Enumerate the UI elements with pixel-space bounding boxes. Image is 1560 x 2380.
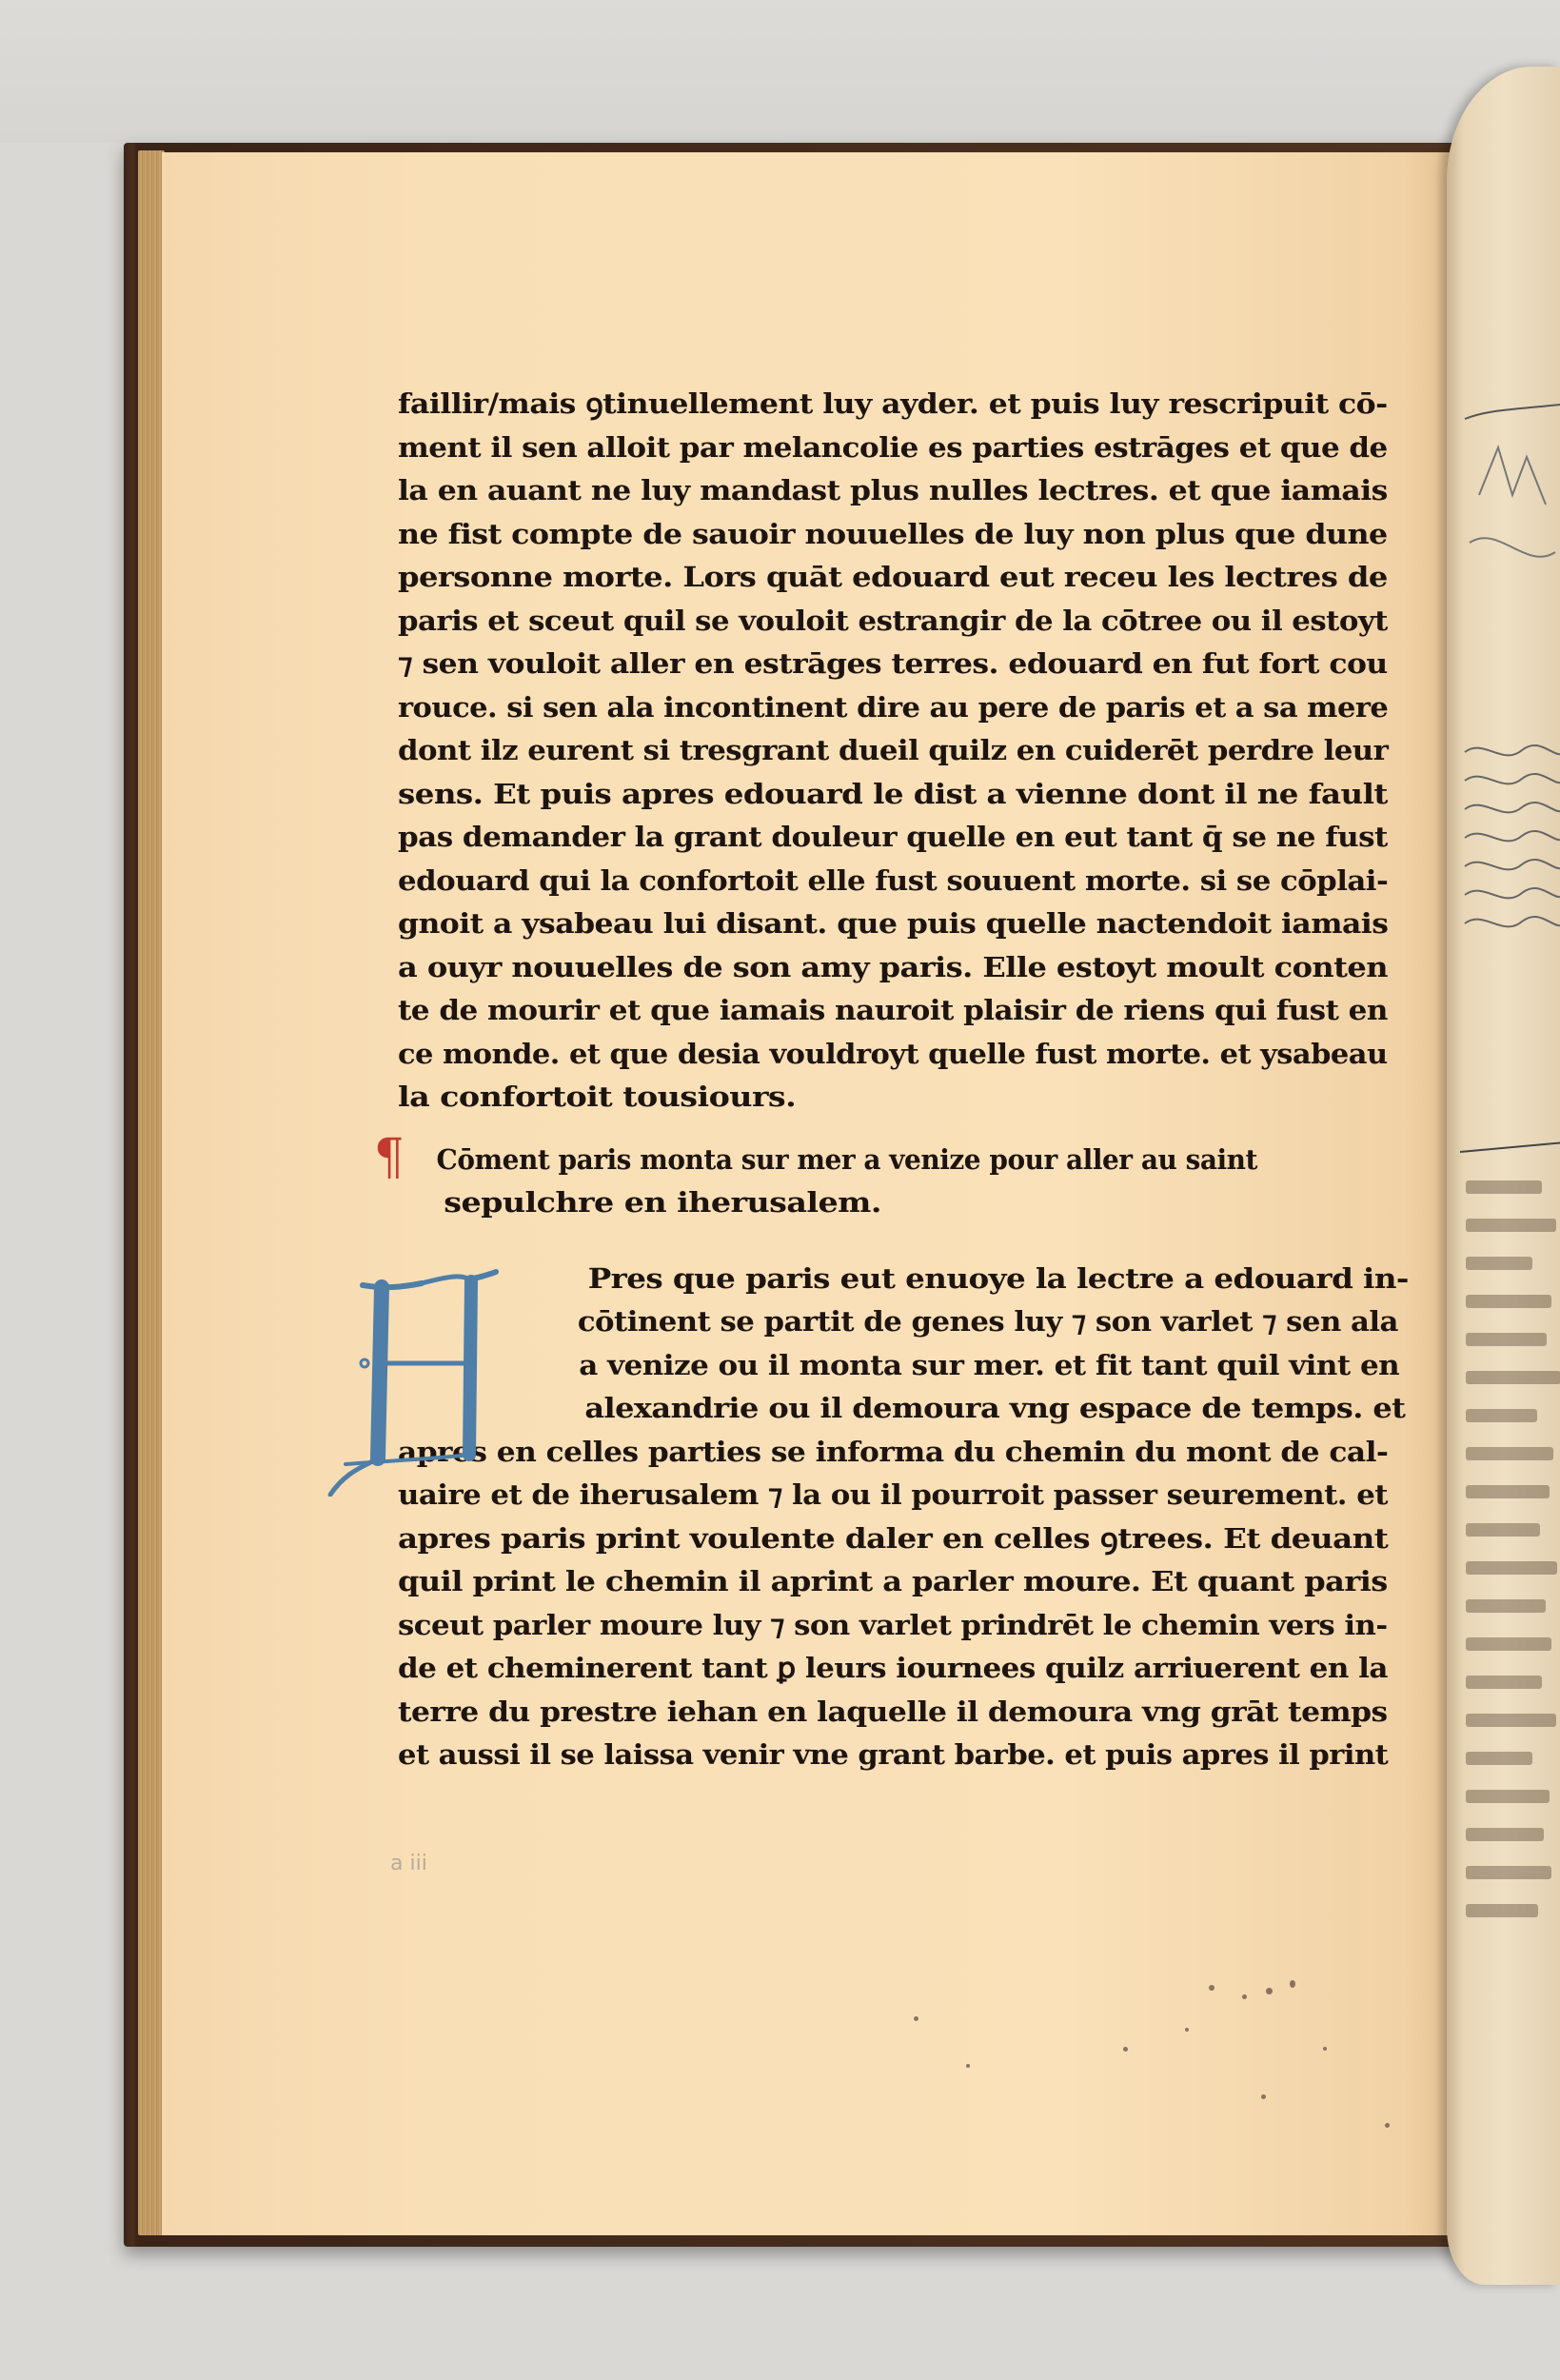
facing-text-line (1466, 1333, 1547, 1346)
foxing-spot (1209, 1985, 1214, 1991)
facing-text-line (1466, 1371, 1560, 1384)
facing-text-line (1466, 1828, 1544, 1841)
facing-text-line (1466, 1790, 1550, 1803)
text-line: alexandrie ou il demoura vng espace de temps. et (584, 1392, 1406, 1424)
text-line: ment il sen alloit par melancolie es parties estrāges et que de (398, 430, 1388, 464)
facing-text-line (1466, 1447, 1553, 1460)
facing-text-line (1466, 1485, 1550, 1498)
pilcrow-mark: ¶ (373, 1128, 405, 1186)
text-line: terre du prestre iehan en laquelle il demoura vng grāt temps (398, 1695, 1388, 1728)
text-line: Pres que paris eut enuoye la lectre a edouard in- (587, 1261, 1409, 1295)
foxing-spot (1290, 1980, 1295, 1988)
facing-text-line (1466, 1866, 1551, 1879)
facing-text-line (1466, 1714, 1556, 1727)
text-line: quil print le chemin il aprint a parler moure. Et quant paris (398, 1565, 1388, 1597)
text-line: pas demander la grant douleur quelle en eut tant q̄ se ne fust (398, 821, 1388, 853)
woodcut-sketch (1460, 352, 1560, 1161)
text-block (373, 383, 1409, 1777)
illuminated-initial (326, 1268, 555, 1497)
text-line: uaire et de iherusalem ⁊ la ou il pourroit passer seurement. et (398, 1478, 1388, 1511)
facing-text-line (1466, 1676, 1542, 1689)
foxing-spot (1266, 1988, 1273, 1994)
text-line: et aussi il se laissa venir vne grant barbe. et puis apres il print (398, 1738, 1389, 1771)
foxing-spot (1323, 2047, 1327, 2051)
text-line: faillir/mais ꝯtinuellement luy ayder. et puis luy rescripuit cō- (398, 387, 1388, 420)
signature-mark: a iii (390, 1852, 427, 1875)
backdrop (0, 0, 1560, 143)
foxing-spot (914, 2016, 918, 2021)
text-line: la confortoit tousiours. (398, 1081, 797, 1113)
text-line: apres en celles parties se informa du chemin du mont de cal- (398, 1435, 1389, 1468)
text-line: ne fist compte de sauoir nouuelles de luy non plus que dune (398, 517, 1388, 550)
facing-text-line (1466, 1637, 1551, 1651)
text-line: de et cheminerent tant ꝑ leurs iournees quilz arriuerent en la (398, 1652, 1388, 1684)
text-line: la en auant ne luy mandast plus nulles lectres. et que iamais (398, 474, 1388, 506)
paragraph-1 (398, 383, 1388, 1120)
text-line: gnoit a ysabeau lui disant. que puis quelle nactendoit iamais (398, 907, 1389, 940)
text-line: dont ilz eurent si tresgrant dueil quilz en cuiderēt perdre leur (398, 734, 1389, 766)
text-line: paris et sceut quil se vouloit estrangir de la cōtree ou il estoyt (398, 604, 1388, 637)
page-edges (138, 150, 165, 2235)
text-line: ce monde. et que desia vouldroyt quelle fust morte. et ysabeau (398, 1037, 1388, 1070)
text-line: te de mourir et que iamais nauroit plaisir de riens qui fust en (398, 994, 1388, 1026)
text-line: apres paris print voulente daler en celles ꝯtrees. Et deuant (398, 1521, 1389, 1555)
foxing-spot (1123, 2047, 1128, 2052)
text-line: edouard qui la confortoit elle fust souuent morte. si se cōplai- (398, 863, 1389, 897)
text-line: rouce. si sen ala incontinent dire au pere de paris et a sa mere (398, 690, 1389, 724)
rubric-text: Cōment paris monta sur mer a venize pour aller au saint (436, 1142, 1257, 1176)
facing-text-line (1466, 1752, 1532, 1765)
text-line: sceut parler moure luy ⁊ son varlet prindrēt le chemin vers in- (398, 1608, 1388, 1641)
foxing-spot (1185, 2028, 1189, 2032)
foxing-spot (1261, 2094, 1266, 2099)
foxing-spot (966, 2064, 970, 2068)
text-line: a ouyr nouuelles de son amy paris. Elle estoyt moult conten (398, 950, 1388, 983)
text-line: a venize ou il monta sur mer. et fit tant quil vint en (579, 1348, 1400, 1381)
text-line: sens. Et puis apres edouard le dist a vienne dont il ne fault (398, 777, 1388, 810)
facing-text-line (1466, 1904, 1538, 1917)
text-line: cōtinent se partit de genes luy ⁊ son varlet ⁊ sen ala (577, 1305, 1398, 1338)
chapter-rubric (373, 1128, 1388, 1225)
foxing-spot (1242, 1994, 1247, 1999)
text-line: ⁊ sen vouloit aller en estrāges terres. edouard en fut fort cou (398, 647, 1388, 680)
rubric-line (373, 1128, 1353, 1186)
text-line: personne morte. Lors quāt edouard eut receu les lectres de (398, 561, 1388, 593)
foxing-spot (1385, 2123, 1390, 2128)
rubric-line: sepulchre en iherusalem. (444, 1186, 881, 1219)
